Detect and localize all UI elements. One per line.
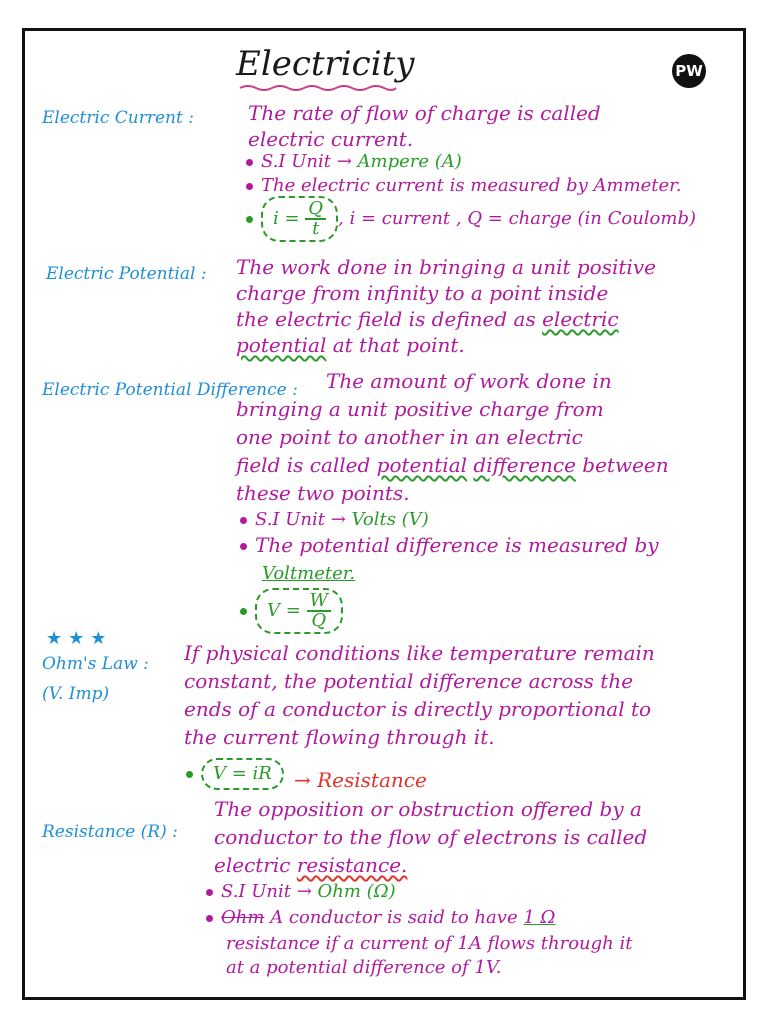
term-electric-potential: Electric Potential : (46, 264, 207, 284)
resistance-line3 (214, 852, 407, 879)
difference-formula-row (240, 588, 343, 634)
difference-line4-term2: difference (473, 453, 576, 477)
potential-line1: The work done in bringing a unit positive (236, 255, 656, 279)
current-measured: The electric current is measured by Ammeter. (261, 175, 682, 196)
resistance-line3-text: electric (214, 853, 291, 877)
resistance-unit-label: S.I Unit → (221, 881, 312, 902)
difference-line2: bringing a unit positive charge from (236, 397, 604, 421)
resistance-struck-word: Ohm (221, 907, 265, 928)
resistance-unit-value: Ohm (Ω) (317, 881, 396, 902)
page-title: Electricity (236, 44, 415, 84)
current-formula-fraction (305, 200, 326, 238)
bullet (240, 517, 247, 524)
term-potential-difference: Electric Potential Difference : (42, 380, 298, 400)
current-formula-num: Q (305, 200, 326, 220)
current-unit-row (246, 150, 462, 174)
importance-stars: ★★★ (46, 628, 113, 649)
current-unit-value: Ampere (A) (357, 151, 462, 172)
current-def-line2: electric current. (248, 127, 414, 151)
potential-line3-text: the electric field is defined as (236, 307, 536, 331)
difference-unit-row (240, 508, 429, 532)
ohms-law-tag: (V. Imp) (42, 684, 110, 704)
difference-unit-value: Volts (V) (351, 509, 429, 530)
difference-unit-label: S.I Unit → (255, 509, 346, 530)
term-ohms-law: Ohm's Law : (42, 654, 149, 674)
term-electric-current: Electric Current : (42, 108, 194, 128)
resistance-def-row (206, 906, 555, 930)
title-underline (238, 84, 398, 92)
bullet (206, 889, 213, 896)
ohm-formula-row (186, 758, 284, 790)
difference-line4-end: between (582, 453, 669, 477)
resistance-unit-row (206, 880, 396, 904)
ohm-resistance-label: → Resistance (294, 768, 427, 792)
difference-formula-num: W (307, 592, 332, 612)
potential-line4 (236, 332, 465, 359)
difference-line1: The amount of work done in (326, 369, 612, 393)
current-def-line1: The rate of flow of charge is called (248, 101, 601, 125)
potential-line4-text: at that point. (332, 333, 465, 357)
resistance-line1: The opposition or obstruction offered by a (214, 797, 642, 821)
potential-line3-term: electric (542, 307, 619, 331)
resistance-def-b: 1 Ω (523, 907, 556, 928)
current-formula-den: t (312, 218, 320, 239)
bullet (246, 159, 253, 166)
difference-formula (255, 588, 343, 634)
resistance-def-a: A conductor is said to have (270, 907, 518, 928)
current-formula-note: , i = current , Q = charge (in Coulomb) (338, 208, 697, 229)
potential-line2: charge from infinity to a point inside (236, 281, 609, 305)
resistance-def-d: at a potential difference of 1V. (226, 957, 502, 978)
current-formula-row (246, 196, 696, 242)
current-unit-label: S.I Unit → (261, 151, 352, 172)
bullet (246, 183, 253, 190)
difference-formula-den: Q (311, 610, 327, 631)
difference-meter: Voltmeter. (262, 563, 356, 584)
difference-line5: these two points. (236, 481, 410, 505)
current-measured-row (246, 174, 682, 198)
bullet (240, 608, 247, 615)
ohm-line4: the current flowing through it. (184, 725, 495, 749)
bullet (186, 771, 193, 778)
ohm-line2: constant, the potential difference across the (184, 669, 634, 693)
pw-logo: PW (672, 54, 706, 88)
bullet (206, 915, 213, 922)
difference-measured: The potential difference is measured by (255, 533, 659, 557)
resistance-line3-term: resistance. (296, 853, 408, 877)
current-formula (261, 196, 338, 242)
ohm-line1: If physical conditions like temperature remain (184, 641, 655, 665)
potential-line4-term: potential (236, 333, 327, 357)
difference-line4 (236, 452, 669, 479)
difference-line3: one point to another in an electric (236, 425, 583, 449)
ohm-formula: V = iR (201, 758, 284, 790)
difference-measured-row (240, 532, 659, 559)
bullet (240, 543, 247, 550)
resistance-def-c: resistance if a current of 1A flows through it (226, 933, 633, 954)
difference-formula-fraction (307, 592, 332, 630)
difference-formula-lhs: V = (267, 600, 301, 621)
potential-line3 (236, 306, 619, 333)
current-formula-lhs: i = (273, 208, 300, 229)
difference-line4-term1: potential (376, 453, 468, 477)
ohm-line3: ends of a conductor is directly proportional to (184, 697, 652, 721)
resistance-line2: conductor to the flow of electrons is called (214, 825, 648, 849)
bullet (246, 216, 253, 223)
difference-line4-text: field is called (236, 453, 371, 477)
term-resistance: Resistance (R) : (42, 822, 178, 842)
